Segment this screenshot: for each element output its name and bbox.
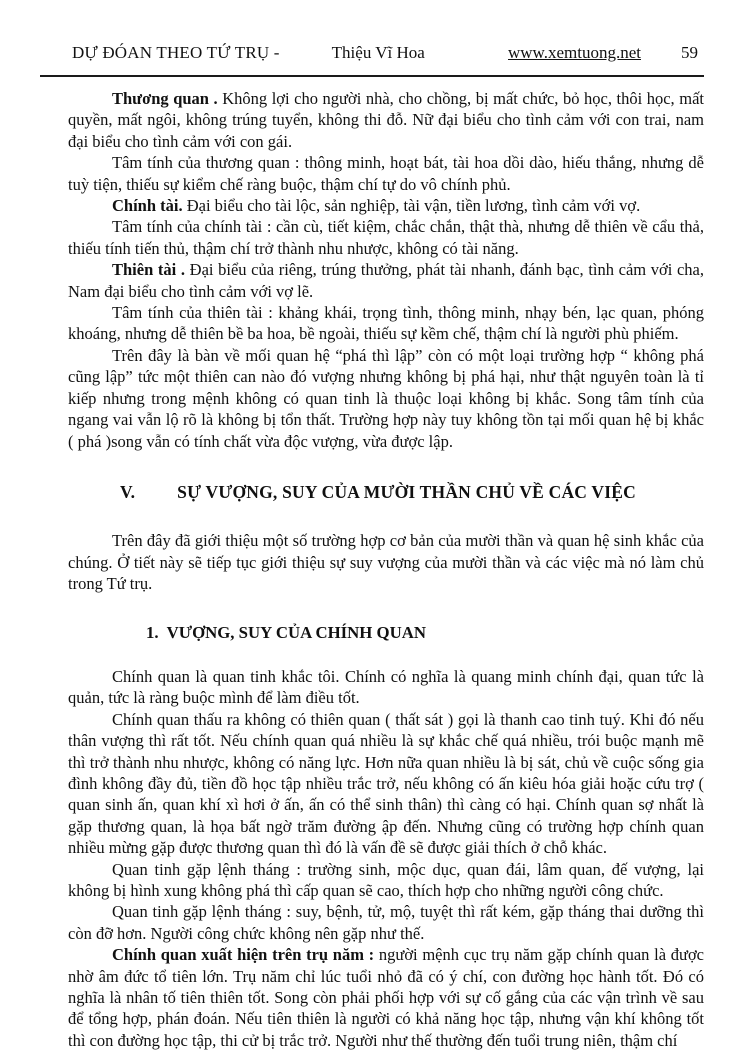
paragraph-thuong-quan <box>68 88 704 152</box>
paragraph-tam-tinh-thuong-quan <box>68 152 704 195</box>
header-rule <box>40 75 704 77</box>
paragraph-quan-tinh-lenh-thang-kem <box>68 901 704 944</box>
author-name: Thiệu Vĩ Hoa <box>331 43 425 62</box>
subsection-heading-1 <box>146 622 704 643</box>
paragraph-text: Đại biểu cho tài lộc, sản nghiệp, tài vận, tiền lương, tình cảm với vợ. <box>182 196 641 216</box>
paragraph-lead: Thiên tài . <box>112 260 186 280</box>
page-header <box>72 42 704 64</box>
website-link[interactable]: www.xemtuong.net <box>508 43 641 62</box>
subsection-title: VƯỢNG, SUY CỦA CHÍNH QUAN <box>166 622 426 642</box>
section-title: SỰ VƯỢNG, SUY CỦA MƯỜI THẦN CHỦ VỀ CÁC VIỆC <box>177 481 636 502</box>
book-title: DỰ ĐÓAN THEO TỨ TRỤ - <box>72 43 280 62</box>
page-body <box>68 88 704 1051</box>
section-heading-v <box>120 482 704 503</box>
paragraph-text: Không lợi cho người nhà, cho chồng, bị mất chức, bỏ học, thôi học, mất quyền, mất ngôi, không trúng tuyển, không thi đỗ. Nữ đại biểu cho tình cảm với con trai, nam đại biểu cho tình cảm với con gái. <box>68 89 704 151</box>
paragraph-text: Đại biểu của riêng, trúng thưởng, phát tài nhanh, đánh bạc, tình cảm với cha, Nam đại biểu cho tình cảm với vợ lẽ. <box>68 260 704 301</box>
paragraph-lead: Chính quan xuất hiện trên trụ năm : <box>112 945 375 965</box>
paragraph-chinh-quan-def <box>68 666 704 709</box>
paragraph-text: người mệnh cục trụ năm gặp chính quan là được nhờ âm đức tổ tiên lớn. Trụ năm chỉ lúc tuổi nhỏ đã có ý chí, con đường học hành tốt. Đó có nghĩa là nhân tố tiên thiên tốt. Song còn phải phối hợp với sự cố gắng của các vận trình về sau để tổng hợp, phán đoán. Nếu tiên thiên là người có khả năng học tập, nhưng vận khí không tốt thì con đường học tập, thi cử bị trắc trở. Người như thế thường đến tuổi trung niên, thậm chí <box>68 945 704 1050</box>
paragraph-pha-thi-lap <box>68 345 704 452</box>
paragraph-text: Chính quan là quan tinh khắc tôi. Chính có nghĩa là quang minh chính đại, quan tức là quản, tức là ràng buộc mình để làm điều tốt. <box>68 666 704 708</box>
subsection-number: 1. <box>146 622 159 642</box>
paragraph-lead: Thương quan . <box>112 89 218 108</box>
paragraph-text: Quan tinh gặp lệnh tháng : suy, bệnh, tử, mộ, tuyệt thì rất kém, gặp tháng thai dưỡng thì còn đỡ hơn. Người công chức không nên gặp như thế. <box>68 902 704 943</box>
page-number: 59 <box>681 43 698 62</box>
paragraph-text: Tâm tính của thương quan : thông minh, hoạt bát, tài hoa dồi dào, hiếu thắng, nhưng dễ tuỳ tiện, thiếu sự kiểm chế ràng buộc, thậm chí tự do vô chính phủ. <box>68 153 704 194</box>
paragraph-tam-tinh-chinh-tai <box>68 216 704 259</box>
paragraph-chinh-tai <box>68 195 704 216</box>
paragraph-text: Tâm tính của thiên tài : khảng khái, trọng tình, thông minh, nhạy bén, lạc quan, phóng khoáng, nhưng dễ thiên bề ba hoa, bề ngoài, thiếu sự kềm chế, thậm chí là người phù phiếm. <box>68 303 704 344</box>
paragraph-text: Trên đây là bàn về mối quan hệ “phá thì lập” còn có một loại trường hợp “ không phá cũng lập” tức một thiên can nào đó vượng nhưng không bị phá hại, như thật nguyên toàn là tỉ kiếp nhưng trong mệnh không có quan tinh là thuộc loại không bị khắc. Song tâm tính của ngang vai vẫn lộ rõ là không bị tổn thất. Trường hợp này tuy không tồn tại mối quan hệ bị khắc ( phá )song vẫn có tính chất vừa độc vượng, vừa được lập. <box>68 345 704 451</box>
paragraph-chinh-quan-thau-ra <box>68 709 704 859</box>
paragraph-chinh-quan-tru-nam <box>68 944 704 1051</box>
paragraph-lead: Chính tài. <box>112 196 183 216</box>
section-number: V. <box>120 481 136 502</box>
paragraph-text: Tâm tính của chính tài : cần cù, tiết kiệm, chắc chắn, thật thà, nhưng dễ thiên về cẩu thả, thiếu tính tiến thủ, thậm chí trở thành nhu nhược, không có tài năng. <box>68 217 704 258</box>
paragraph-thien-tai <box>68 259 704 302</box>
paragraph-text: Trên đây đã giới thiệu một số trường hợp cơ bản của mười thần và quan hệ sinh khắc của chúng. Ở tiết này sẽ tiếp tục giới thiệu sự suy vượng của mười thần và các việc mà nó làm chủ trong Tứ trụ. <box>68 531 704 594</box>
paragraph-tam-tinh-thien-tai <box>68 302 704 345</box>
paragraph-section-intro <box>68 530 704 594</box>
paragraph-text: Quan tinh gặp lệnh tháng : trường sinh, mộc dục, quan đái, lâm quan, đế vượng, lại không bị hình xung không phá thì cấp quan sẽ cao, thích hợp cho những người công chức. <box>68 859 704 900</box>
paragraph-text: Chính quan thấu ra không có thiên quan ( thất sát ) gọi là thanh cao tinh tuý. Khi đó nếu thân vượng thì rất tốt. Nếu chính quan quá nhiều là sự khắc chế quá nhiều, trói buộc mạnh mẽ thì trở thành nhu nhược, không có năng lực. Hơn nữa quan nhiều là bị sát, chủ về cuộc sống gia đình không đầy đủ, tiền đồ học tập nhiều trắc trở, nếu không có ấn kiêu hóa giải hoặc cứu trợ ( quan sinh ấn, quan khí xì hơi ở ấn, ấn có thể sinh thân) thì càng có hại. Chính quan sợ nhất là gặp thương quan, là họa bất ngờ trăm đường ập đến. Nhưng cũng có trường hợp chính quan nhiều mừng gặp được thương quan thì đó là vấn đề sẽ được giải thích ở chỗ khác. <box>68 709 704 858</box>
paragraph-quan-tinh-lenh-thang-tot <box>68 859 704 902</box>
